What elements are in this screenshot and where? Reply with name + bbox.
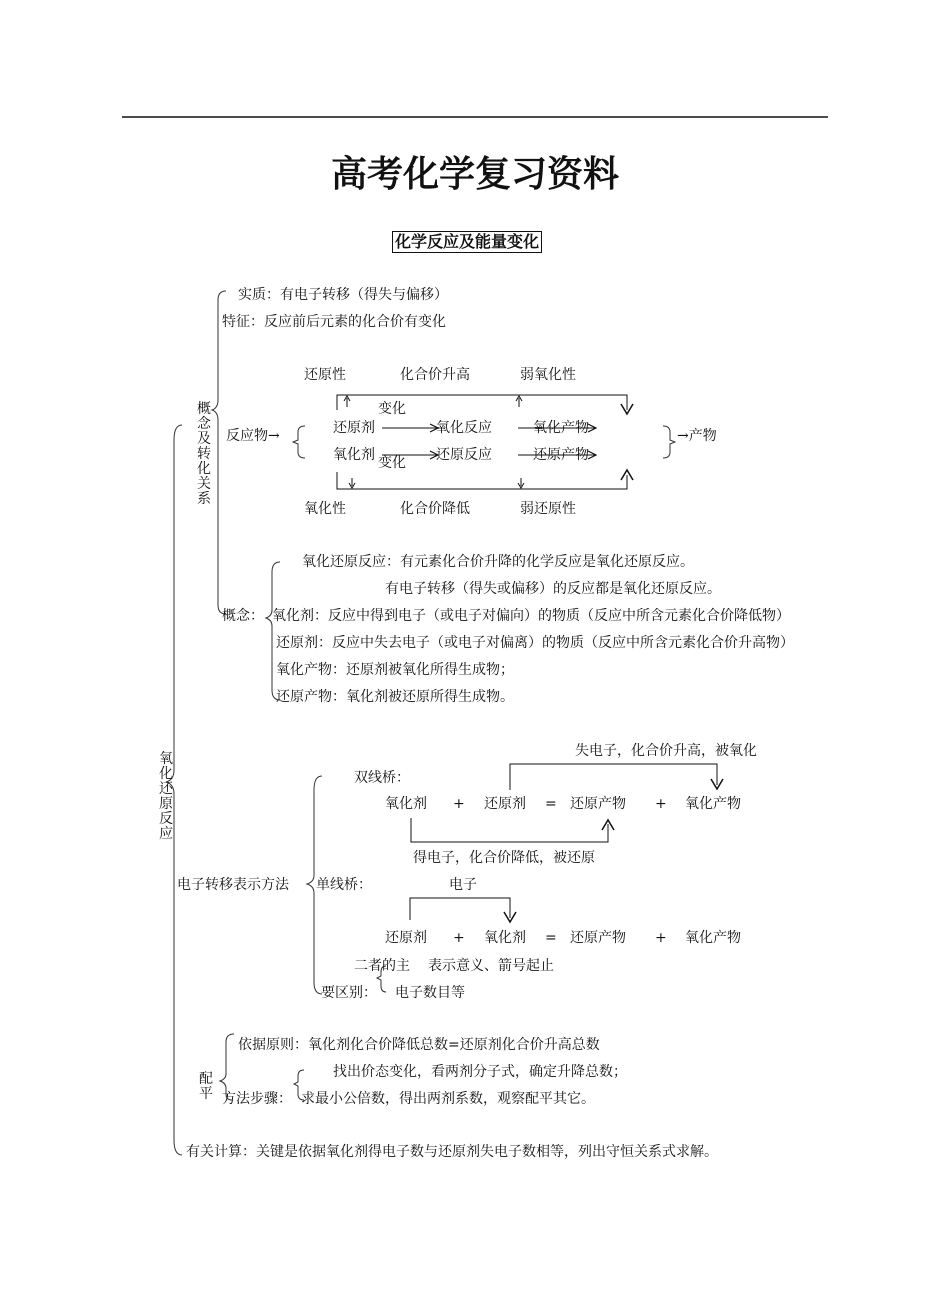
single-eq-3: 氧化剂: [484, 930, 526, 946]
group3-label: 配平: [199, 1071, 213, 1102]
reducibility-label: 还原性: [304, 367, 346, 383]
diff-text-d: 电子数目等: [395, 985, 465, 1001]
double-eq-5: 还原产物: [570, 796, 626, 812]
red-product-label: 还原产物: [533, 447, 589, 463]
single-bridge-label: 单线桥：: [316, 877, 372, 893]
double-eq-2: +: [453, 796, 465, 812]
double-bottom-note: 得电子，化合价降低，被还原: [413, 850, 595, 866]
diff-text-a: 二者的主: [354, 958, 410, 974]
single-eq-1: 还原剂: [385, 930, 427, 946]
products-label: →产物: [677, 428, 717, 444]
weak-reducing-label: 弱还原性: [520, 501, 576, 517]
concept-line-2: 有电子转移（得失或偏移）的反应都是氧化还原反应。: [385, 581, 721, 597]
reducer-label: 还原剂: [333, 420, 375, 436]
concept-line-3: 氧化剂：反应中得到电子（或电子对偏向）的物质（反应中所含元素化合价降低物）: [272, 608, 790, 624]
single-note: 电子: [449, 877, 477, 893]
single-bridge: [410, 898, 510, 920]
page-title: 高考化学复习资料: [330, 153, 619, 195]
concepts-brace: [266, 562, 280, 700]
double-top-note: 失电子，化合价升高，被氧化: [575, 743, 757, 759]
products-brace: [663, 426, 675, 458]
double-bridge-bottom: [411, 818, 608, 842]
essence-text: 实质：有电子转移（得失与偏移）: [238, 287, 448, 303]
concept-line-5: 氧化产物：还原剂被氧化所得生成物；: [276, 662, 514, 678]
valence-down-label: 化合价降低: [400, 501, 470, 517]
change-bottom-label: 变化: [378, 455, 406, 471]
section-subtitle: 化学反应及能量变化: [392, 231, 542, 253]
double-eq-1: 氧化剂: [385, 796, 427, 812]
single-eq-4: =: [545, 930, 557, 946]
diff-text-c: 表示意义、箭号起止: [428, 958, 554, 974]
feature-text: 特征：反应前后元素的化合价有变化: [222, 314, 446, 330]
single-eq-2: +: [453, 930, 465, 946]
single-eq-6: +: [655, 930, 667, 946]
valence-up-label: 化合价升高: [400, 367, 470, 383]
double-bridge-label: 双线桥：: [354, 770, 410, 786]
bottom-frame: [337, 472, 627, 489]
step-2-text: 求最小公倍数，得出两剂系数，观察配平其它。: [301, 1091, 595, 1107]
single-eq-5: 还原产物: [570, 930, 626, 946]
steps-label: 方法步骤：: [222, 1091, 292, 1107]
calc-text: 有关计算：关键是依据氧化剂得电子数与还原剂失电子数相等，列出守恒关系式求解。: [186, 1144, 718, 1160]
double-eq-4: =: [545, 796, 557, 812]
double-eq-7: 氧化产物: [685, 796, 741, 812]
weak-oxidizing-label: 弱氧化性: [520, 367, 576, 383]
ox-reaction-label: 氧化反应: [436, 420, 492, 436]
ox-product-label: 氧化产物: [533, 420, 589, 436]
double-eq-6: +: [655, 796, 667, 812]
double-eq-3: 还原剂: [484, 796, 526, 812]
diff-text-b: 要区别：: [321, 985, 377, 1001]
group2-label: 电子转移表示方法: [177, 877, 289, 893]
group1-brace: [212, 291, 226, 614]
root-label: 氧化还原反应: [159, 751, 173, 842]
reactants-brace: [293, 426, 305, 458]
concept-line-6: 还原产物：氧化剂被还原所得生成物。: [276, 689, 514, 705]
concept-label: 概念：: [222, 608, 264, 624]
principle-text: 依据原则：氧化剂化合价降低总数=还原剂化合价升高总数: [238, 1037, 600, 1053]
oxidizing-label: 氧化性: [304, 501, 346, 517]
change-top-label: 变化: [378, 401, 406, 417]
step-1-text: 找出价态变化，看两剂分子式，确定升降总数；: [333, 1064, 627, 1080]
reactants-label: 反应物→: [226, 428, 280, 444]
double-bridge-top: [510, 764, 717, 790]
concept-line-1: 氧化还原反应：有元素化合价升降的化学反应是氧化还原反应。: [302, 554, 694, 570]
red-reaction-label: 还原反应: [436, 447, 492, 463]
single-eq-7: 氧化产物: [685, 930, 741, 946]
group1-label: 概念及转化关系: [197, 401, 211, 507]
concept-line-4: 还原剂：反应中失去电子（或电子对偏离）的物质（反应中所含元素化合价升高物）: [276, 635, 794, 651]
oxidizer-label: 氧化剂: [333, 447, 375, 463]
